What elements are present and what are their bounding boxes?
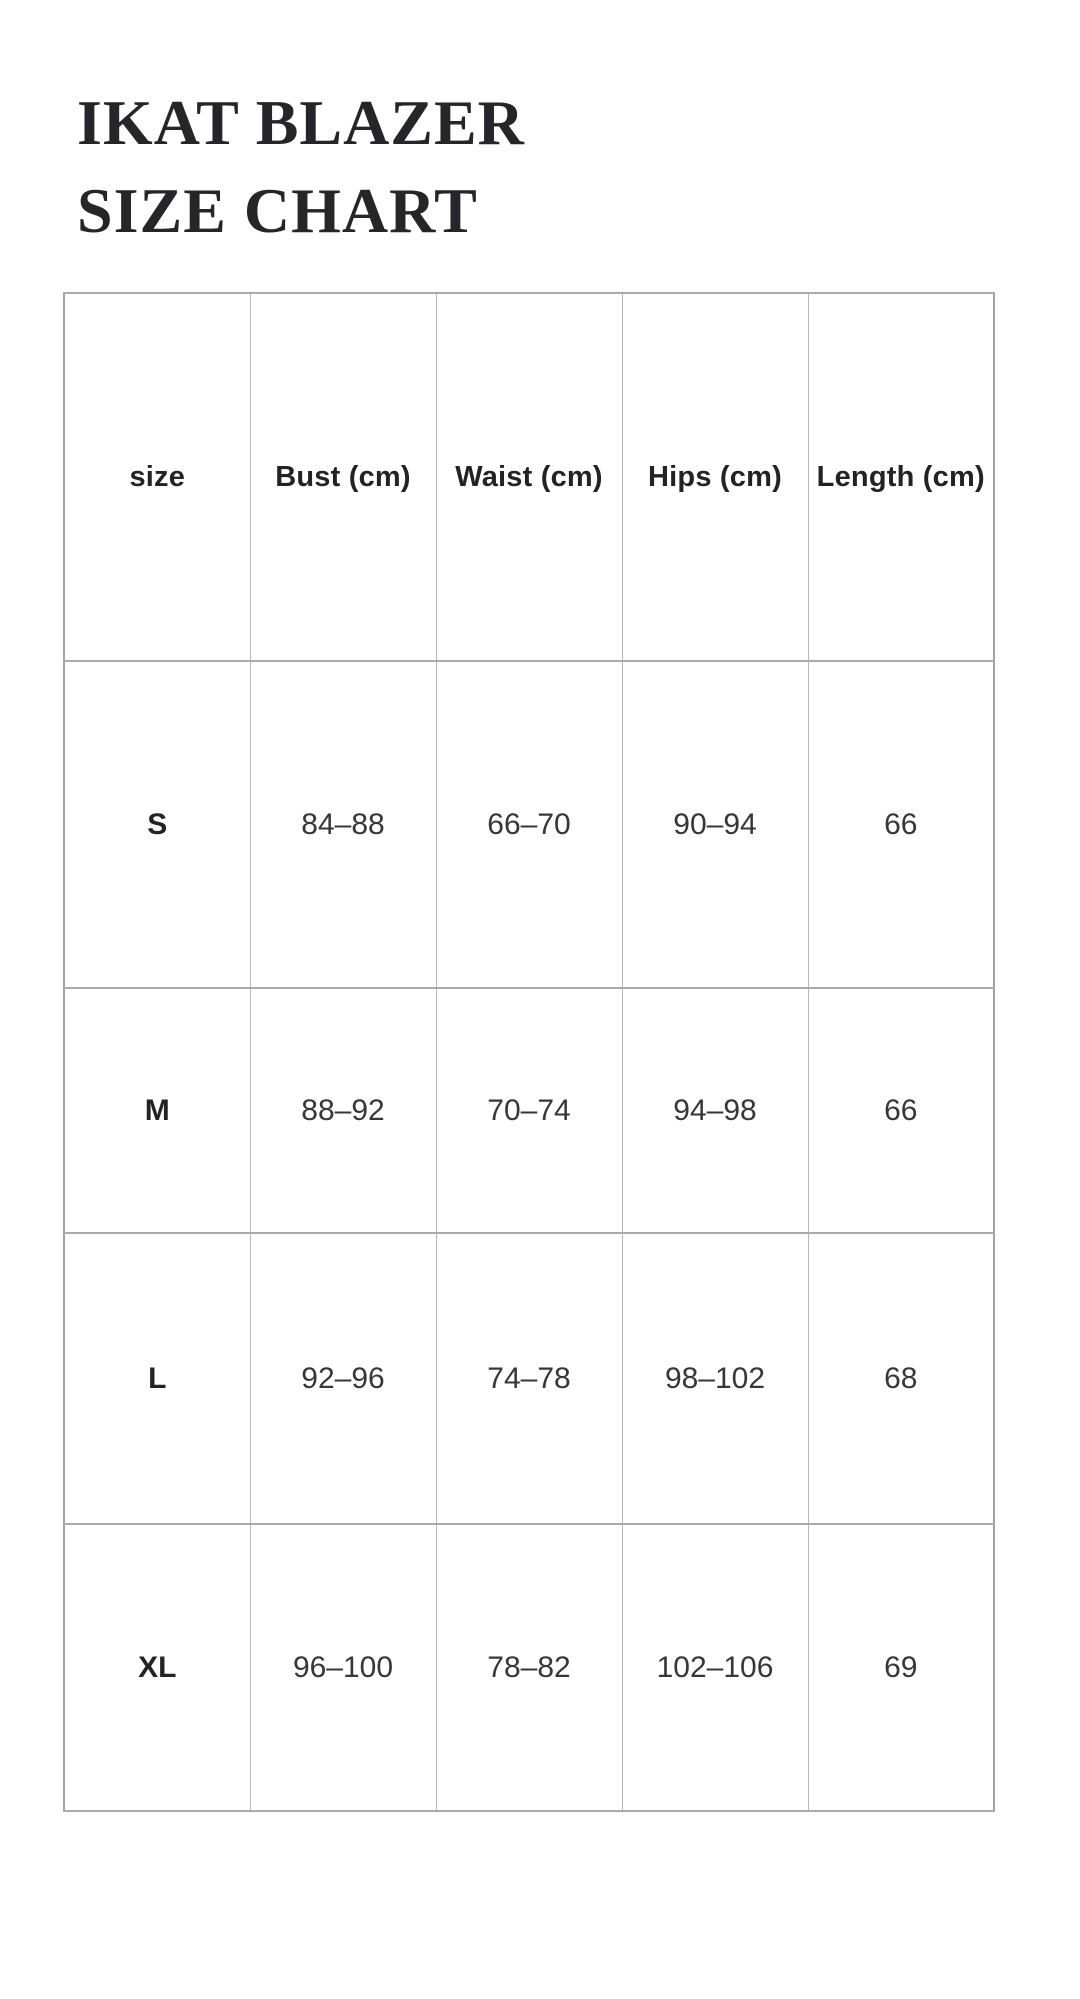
- header-cell-hips: Hips (cm): [622, 293, 808, 661]
- table-header-row: [64, 293, 994, 661]
- waist-cell-l: 74–78: [436, 1233, 622, 1524]
- length-cell-s: 66: [808, 661, 994, 988]
- bust-cell-l: 92–96: [250, 1233, 436, 1524]
- hips-cell-m: 94–98: [622, 988, 808, 1233]
- waist-cell-xl: 78–82: [436, 1524, 622, 1811]
- size-cell-l: L: [64, 1233, 250, 1524]
- table-row-xl: [64, 1524, 994, 1811]
- table-row-s: [64, 661, 994, 988]
- size-cell-xl: XL: [64, 1524, 250, 1811]
- size-cell-m: M: [64, 988, 250, 1233]
- header-cell-size: size: [64, 293, 250, 661]
- title-line-2: SIZE CHART: [77, 175, 478, 246]
- hips-cell-s: 90–94: [622, 661, 808, 988]
- waist-cell-s: 66–70: [436, 661, 622, 988]
- length-cell-l: 68: [808, 1233, 994, 1524]
- table-row-m: [64, 988, 994, 1233]
- title-line-1: IKAT BLAZER: [77, 87, 525, 158]
- bust-cell-m: 88–92: [250, 988, 436, 1233]
- page-title: [77, 79, 1080, 255]
- hips-cell-xl: 102–106: [622, 1524, 808, 1811]
- length-cell-xl: 69: [808, 1524, 994, 1811]
- hips-cell-l: 98–102: [622, 1233, 808, 1524]
- header-cell-waist: Waist (cm): [436, 293, 622, 661]
- size-chart-page: [0, 79, 1080, 1999]
- header-cell-bust: Bust (cm): [250, 293, 436, 661]
- header-cell-length: Length (cm): [808, 293, 994, 661]
- bust-cell-xl: 96–100: [250, 1524, 436, 1811]
- bust-cell-s: 84–88: [250, 661, 436, 988]
- length-cell-m: 66: [808, 988, 994, 1233]
- table-row-l: [64, 1233, 994, 1524]
- waist-cell-m: 70–74: [436, 988, 622, 1233]
- size-chart-table: [63, 292, 995, 1812]
- size-cell-s: S: [64, 661, 250, 988]
